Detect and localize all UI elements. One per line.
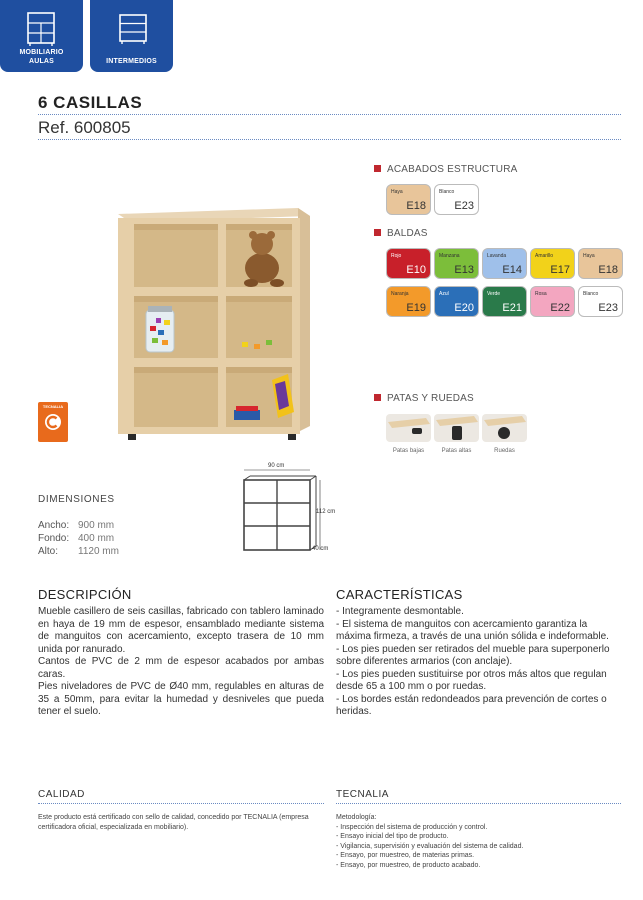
swatch-code: E13	[454, 264, 474, 276]
legs-wheels-label: PATAS Y RUEDAS	[374, 393, 474, 404]
tecnalia-badge	[38, 402, 68, 442]
methodology-item: - Inspección del sistema de producción y control.	[336, 823, 488, 831]
high-leg-image	[434, 414, 479, 442]
swatch-name: Blanco	[439, 189, 455, 195]
color-swatch[interactable]	[386, 184, 431, 215]
tecnalia-heading: TECNALIA	[336, 789, 389, 800]
swatch-code: E21	[502, 302, 522, 314]
width-label: 90 cm	[268, 463, 285, 469]
product-image	[112, 206, 318, 446]
color-swatch[interactable]	[434, 248, 479, 279]
certification-seal-icon	[44, 413, 62, 431]
shelves-finishes-label: BALDAS	[374, 228, 428, 239]
bullet-square	[374, 165, 381, 172]
methodology-item: - Ensayo, por muestreo, de producto acabado.	[336, 861, 481, 869]
features-list	[336, 606, 622, 719]
tab-label: MOBILIARIO AULAS	[19, 49, 64, 65]
dimension-row: Fondo: 400 mm	[38, 533, 115, 544]
swatch-code: E18	[598, 264, 618, 276]
color-swatch[interactable]	[578, 286, 623, 317]
color-swatch[interactable]	[482, 286, 527, 317]
methodology-intro: Metodología:	[336, 814, 377, 821]
methodology-item: - Vigilancia, supervisión y evaluación del sistema de calidad.	[336, 842, 524, 850]
swatch-name: Haya	[391, 189, 403, 195]
dimension-row: Alto: 1120 mm	[38, 546, 119, 557]
cabinet-icon	[26, 12, 56, 46]
divider	[336, 803, 621, 804]
swatch-code: E19	[406, 302, 426, 314]
swatch-code: E18	[406, 200, 426, 212]
drawers-icon	[118, 12, 148, 46]
wheels-image	[482, 414, 527, 442]
swatch-name: Rosa	[535, 291, 547, 297]
description-text	[38, 606, 324, 719]
swatch-code: E23	[454, 200, 474, 212]
bullet-square	[374, 394, 381, 401]
color-swatch[interactable]	[386, 286, 431, 317]
feature-item: - Los bordes están redondeados para prevención de cortes o heridas.	[336, 693, 607, 717]
color-swatch[interactable]	[530, 248, 575, 279]
quality-text: Este producto está certificado con sello de calidad, concedido por TECNALIA (empresa certificadora oficial, especializada en mobiliario).	[38, 814, 309, 831]
dimension-row: Ancho: 900 mm	[38, 520, 115, 531]
swatch-name: Blanco	[583, 291, 599, 297]
quality-heading: CALIDAD	[38, 789, 85, 800]
feature-item: - Integramente desmontable.	[336, 606, 464, 617]
feature-item: - El sistema de manguitos con acercamiento garantiza la máxima firmeza, a través de una unión sólida e indeformable.	[336, 618, 609, 642]
swatch-name: Haya	[583, 253, 595, 259]
color-swatch[interactable]	[434, 286, 479, 317]
divider	[38, 803, 324, 804]
feature-item: - Los pies pueden ser retirados del mueble para superponerlo sobre diferentes armarios (con anclaje).	[336, 643, 610, 667]
tab-mobiliario-aulas[interactable]	[0, 0, 83, 72]
tecnalia-methodology	[336, 813, 622, 870]
swatch-name: Verde	[487, 291, 501, 297]
swatch-name: Naranja	[391, 291, 409, 297]
color-swatch[interactable]	[578, 248, 623, 279]
methodology-item: - Ensayo, por muestreo, de materias primas.	[336, 852, 475, 859]
height-label: 112 cm	[316, 509, 336, 515]
swatch-code: E17	[550, 264, 570, 276]
divider	[38, 114, 621, 115]
low-leg-image	[386, 414, 431, 442]
features-heading: CARACTERÍSTICAS	[336, 587, 463, 602]
badge-label: TECNALIA	[42, 404, 64, 409]
description-heading: DESCRIPCIÓN	[38, 587, 132, 602]
methodology-item: - Ensayo inicial del tipo de producto.	[336, 833, 449, 840]
swatch-code: E22	[550, 302, 570, 314]
tab-label: INTERMEDIOS	[106, 58, 157, 65]
description-paragraph: Mueble casillero de seis casillas, fabricado con tablero laminado en haya de 19 mm de espesor, ensamblado mediante sistema de manguitos con acercamiento, excepto trasera de 10 mm unida por ranurado.	[38, 606, 324, 655]
swatch-name: Rojo	[391, 253, 402, 259]
product-title: 6 CASILLAS	[38, 93, 143, 112]
swatch-code: E20	[454, 302, 474, 314]
description-paragraph: Pies niveladores de PVC de Ø40 mm, regulables en alturas de 35 a 50mm, para evitar la humedad y desniveles que pueda tener el suelo.	[38, 681, 324, 717]
swatch-code: E14	[502, 264, 522, 276]
leg-caption: Patas bajas	[392, 448, 425, 454]
depth-label: 40 cm	[312, 546, 329, 552]
swatch-code: E23	[598, 302, 618, 314]
bullet-square	[374, 229, 381, 236]
divider	[38, 139, 621, 140]
feature-item: - Los pies pueden sustituirse por otros más altos que regulan desde 65 a 100 mm o por ruedas.	[336, 668, 607, 692]
structure-finishes-label: ACABADOS ESTRUCTURA	[374, 164, 518, 175]
color-swatch[interactable]	[434, 184, 479, 215]
leg-caption: Ruedas	[494, 448, 515, 454]
color-swatch[interactable]	[386, 248, 431, 279]
tab-intermedios[interactable]	[90, 0, 173, 72]
color-swatch[interactable]	[482, 248, 527, 279]
swatch-name: Lavanda	[487, 253, 507, 259]
color-swatch[interactable]	[530, 286, 575, 317]
leg-caption: Patas altas	[441, 448, 472, 454]
dimensions-heading: DIMENSIONES	[38, 494, 115, 505]
product-ref: Ref. 600805	[38, 118, 131, 137]
description-paragraph: Cantos de PVC de 2 mm de espesor acabados por ambas caras.	[38, 656, 324, 680]
swatch-code: E10	[406, 264, 426, 276]
swatch-name: Amarillo	[535, 253, 554, 259]
swatch-name: Manzana	[439, 253, 460, 259]
swatch-name: Azul	[439, 291, 449, 297]
